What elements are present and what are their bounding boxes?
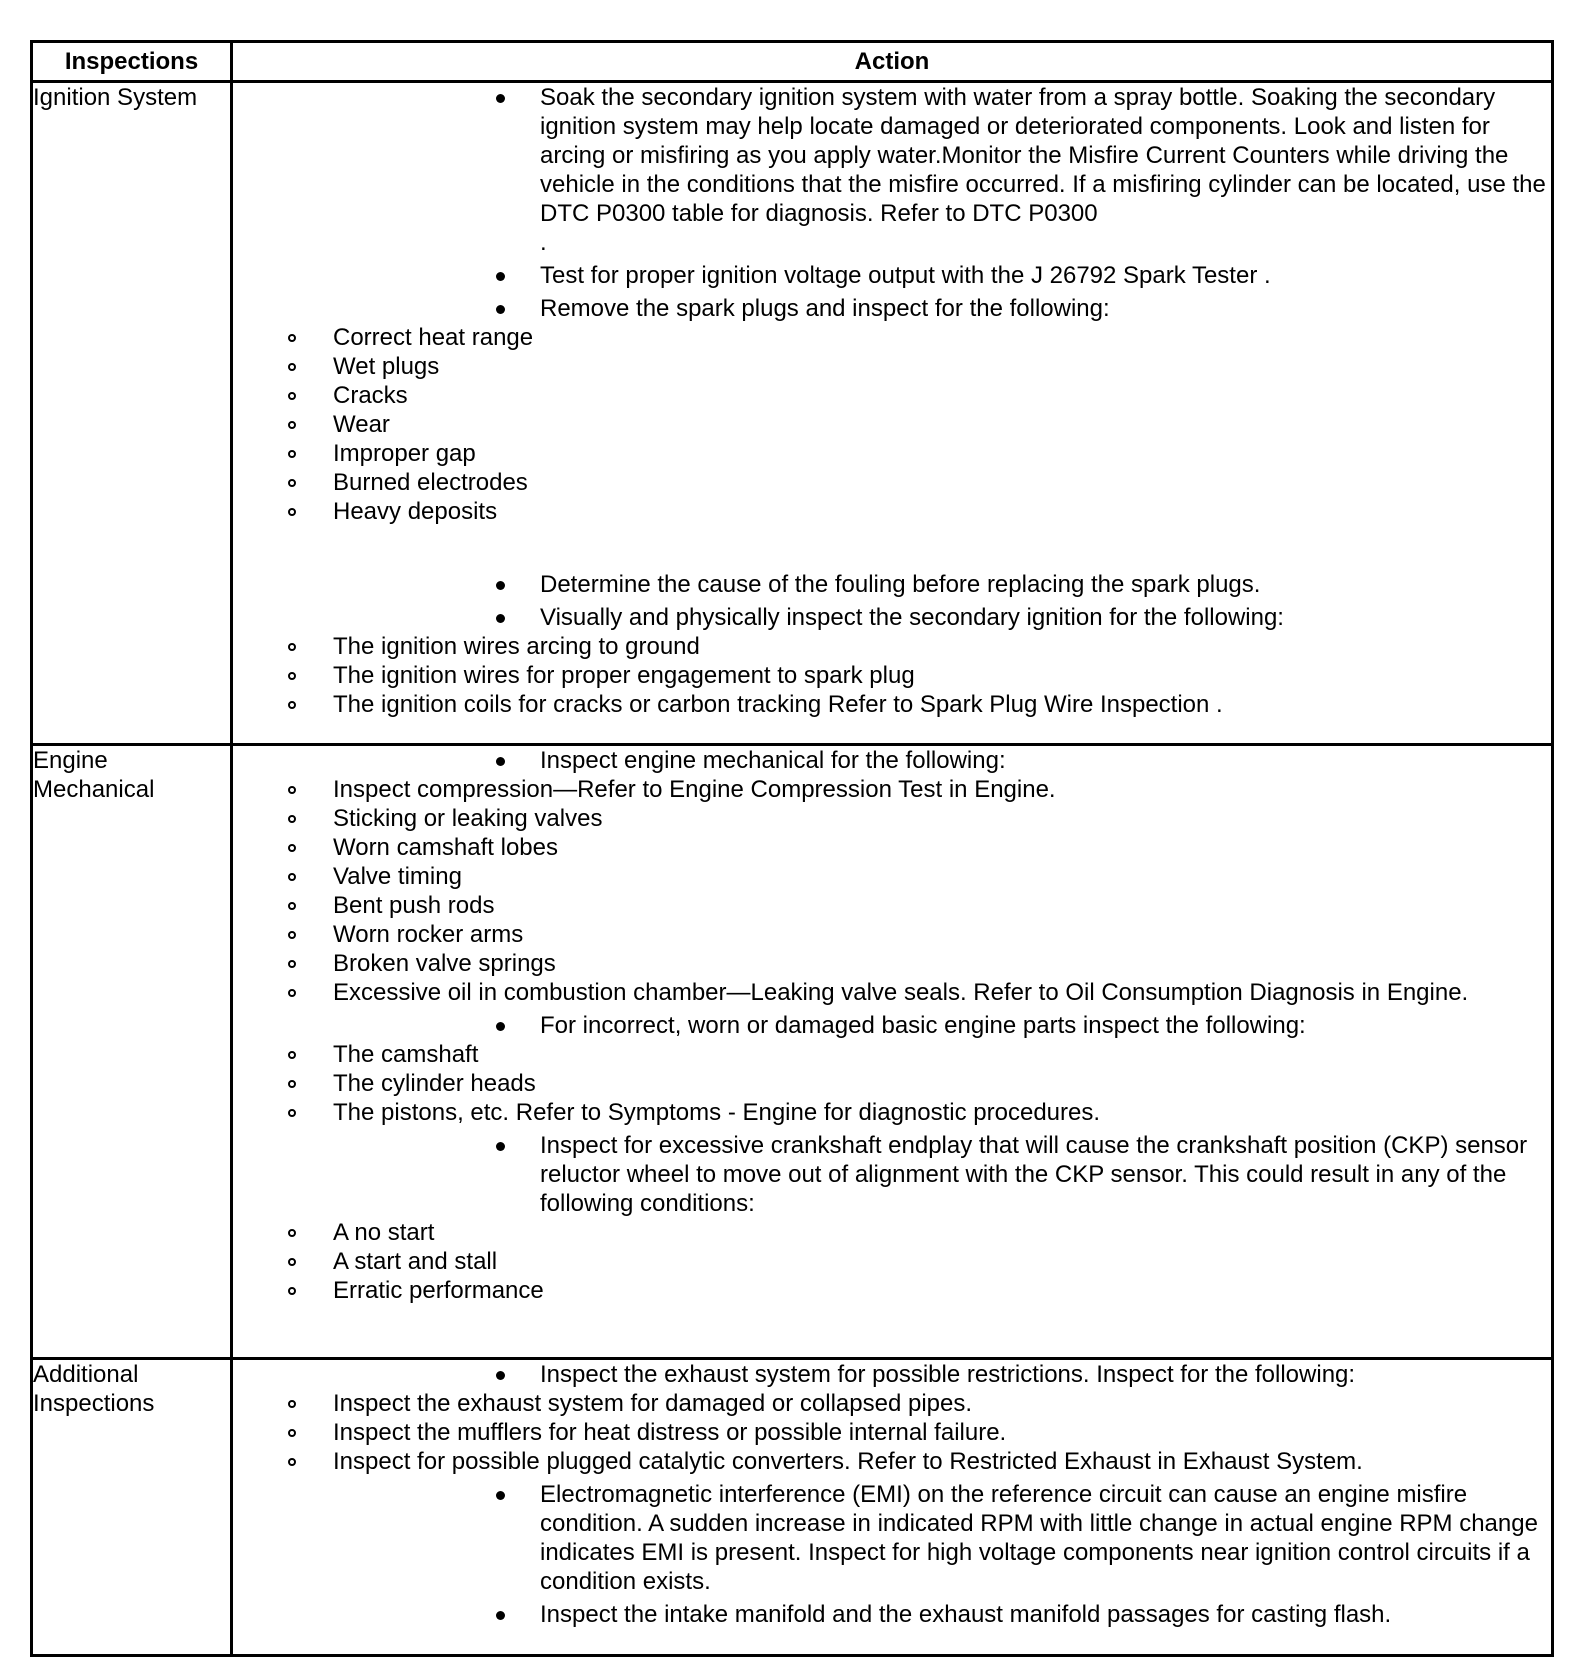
action-text: Visually and physically inspect the secondary ignition for the following:: [540, 604, 1284, 631]
bullet-icon: [496, 272, 505, 281]
inspection-label: Additional Inspections: [32, 1359, 232, 1656]
sub-item: Inspect compression—Refer to Engine Compression Test in Engine.: [233, 775, 1551, 804]
bullet-icon: [496, 581, 505, 590]
sub-item: Inspect the exhaust system for damaged or collapsed pipes.: [233, 1389, 1551, 1418]
action-cell: [232, 745, 1553, 1359]
sub-list: [233, 1389, 1551, 1476]
bullet-icon: [496, 1142, 505, 1151]
circle-bullet-icon: [288, 1051, 296, 1059]
sub-item: A start and stall: [233, 1247, 1551, 1276]
sub-item: A no start: [233, 1218, 1551, 1247]
sub-list: [233, 632, 1551, 719]
sub-item: Cracks: [233, 381, 1551, 410]
sub-item: The camshaft: [233, 1040, 1551, 1069]
sub-item: Worn rocker arms: [233, 920, 1551, 949]
inspection-label: Ignition System: [32, 82, 232, 745]
action-text: Soak the secondary ignition system with water from a spray bottle. Soaking the secondary ignition system may help locate damaged or deteriorated components. Look and listen for arcing or misfiring as you apply water.Monitor the Misfire Current Counters while driving the vehicle in the conditions that the misfire occurred. If a misfiring cylinder can be located, use the DTC P0300 table for diagnosis. Refer to DTC P0300: [540, 84, 1546, 227]
bullet-icon: [496, 305, 505, 314]
action-item: [233, 294, 1551, 526]
circle-bullet-icon: [288, 873, 296, 881]
table-row: [32, 82, 1553, 745]
table-row: [32, 745, 1553, 1359]
circle-bullet-icon: [288, 989, 296, 997]
action-item: [233, 1011, 1551, 1127]
circle-bullet-icon: [288, 1458, 296, 1466]
circle-bullet-icon: [288, 1429, 296, 1437]
action-text: Electromagnetic interference (EMI) on the reference circuit can cause an engine misfire condition. A sudden increase in indicated RPM with little change in actual engine RPM change indicates EMI is present. Inspect for high voltage components near ignition control circuits if a condition exists.: [540, 1481, 1538, 1595]
bullet-icon: [496, 614, 505, 623]
action-item: [233, 603, 1551, 719]
action-text: Inspect for excessive crankshaft endplay that will cause the crankshaft position (CKP) sensor reluctor wheel to move out of alignment with the CKP sensor. This could result in any of the following conditions:: [540, 1132, 1528, 1217]
circle-bullet-icon: [288, 1287, 296, 1295]
circle-bullet-icon: [288, 392, 296, 400]
sub-item: Worn camshaft lobes: [233, 833, 1551, 862]
action-text: Determine the cause of the fouling before replacing the spark plugs.: [540, 571, 1261, 598]
sub-item: Burned electrodes: [233, 468, 1551, 497]
sub-item: Heavy deposits: [233, 497, 1551, 526]
sub-item: Sticking or leaking valves: [233, 804, 1551, 833]
sub-item: The ignition coils for cracks or carbon tracking Refer to Spark Plug Wire Inspection .: [233, 690, 1551, 719]
circle-bullet-icon: [288, 1080, 296, 1088]
bullet-icon: [496, 94, 505, 103]
table-row: [32, 1359, 1553, 1656]
circle-bullet-icon: [288, 508, 296, 516]
circle-bullet-icon: [288, 334, 296, 342]
action-list: [233, 746, 1551, 1305]
action-item: [233, 746, 1551, 1007]
circle-bullet-icon: [288, 815, 296, 823]
circle-bullet-icon: [288, 960, 296, 968]
sub-list: [233, 775, 1551, 1007]
action-list: [233, 83, 1551, 719]
circle-bullet-icon: [288, 643, 296, 651]
sub-list: [233, 1218, 1551, 1305]
bullet-icon: [496, 757, 505, 766]
action-item: [233, 261, 1551, 290]
circle-bullet-icon: [288, 1109, 296, 1117]
bullet-icon: [496, 1491, 505, 1500]
header-row: [32, 42, 1553, 82]
sub-item: Excessive oil in combustion chamber—Leaking valve seals. Refer to Oil Consumption Diagnosis in Engine.: [233, 978, 1551, 1007]
sub-list: [233, 1040, 1551, 1127]
action-item: [233, 1131, 1551, 1305]
header-action: Action: [232, 42, 1553, 82]
sub-item: The ignition wires arcing to ground: [233, 632, 1551, 661]
sub-item: Inspect for possible plugged catalytic converters. Refer to Restricted Exhaust in Exhaust System.: [233, 1447, 1551, 1476]
action-text-trail: .: [540, 229, 547, 256]
circle-bullet-icon: [288, 931, 296, 939]
bullet-icon: [496, 1611, 505, 1620]
circle-bullet-icon: [288, 672, 296, 680]
sub-item: Wear: [233, 410, 1551, 439]
sub-item: Correct heat range: [233, 323, 1551, 352]
action-item: [233, 570, 1551, 599]
action-cell: [232, 1359, 1553, 1656]
action-cell: [232, 82, 1553, 745]
action-text: Test for proper ignition voltage output with the J 26792 Spark Tester .: [540, 262, 1271, 289]
circle-bullet-icon: [288, 902, 296, 910]
bullet-icon: [496, 1371, 505, 1380]
action-text: Inspect engine mechanical for the following:: [540, 747, 1006, 774]
sub-item: Erratic performance: [233, 1276, 1551, 1305]
sub-list: [233, 323, 1551, 526]
action-item: [233, 83, 1551, 257]
circle-bullet-icon: [288, 786, 296, 794]
inspection-table: [30, 40, 1554, 1657]
header-inspections: Inspections: [32, 42, 232, 82]
circle-bullet-icon: [288, 1400, 296, 1408]
bullet-icon: [496, 1022, 505, 1031]
action-text: For incorrect, worn or damaged basic engine parts inspect the following:: [540, 1012, 1306, 1039]
circle-bullet-icon: [288, 479, 296, 487]
action-item: [233, 1360, 1551, 1476]
sub-item: Valve timing: [233, 862, 1551, 891]
sub-item: The cylinder heads: [233, 1069, 1551, 1098]
sub-item: Inspect the mufflers for heat distress or possible internal failure.: [233, 1418, 1551, 1447]
sub-item: Improper gap: [233, 439, 1551, 468]
circle-bullet-icon: [288, 363, 296, 371]
circle-bullet-icon: [288, 844, 296, 852]
sub-item: The ignition wires for proper engagement to spark plug: [233, 661, 1551, 690]
action-text: Inspect the exhaust system for possible restrictions. Inspect for the following:: [540, 1361, 1356, 1388]
sub-item: Wet plugs: [233, 352, 1551, 381]
circle-bullet-icon: [288, 701, 296, 709]
sub-item: Bent push rods: [233, 891, 1551, 920]
circle-bullet-icon: [288, 421, 296, 429]
action-item: [233, 1480, 1551, 1596]
action-text: Remove the spark plugs and inspect for the following:: [540, 295, 1110, 322]
circle-bullet-icon: [288, 450, 296, 458]
action-text: Inspect the intake manifold and the exhaust manifold passages for casting flash.: [540, 1601, 1392, 1628]
circle-bullet-icon: [288, 1258, 296, 1266]
sub-item: The pistons, etc. Refer to Symptoms - Engine for diagnostic procedures.: [233, 1098, 1551, 1127]
circle-bullet-icon: [288, 1229, 296, 1237]
action-list: [233, 1360, 1551, 1629]
action-item: [233, 1600, 1551, 1629]
sub-item: Broken valve springs: [233, 949, 1551, 978]
inspection-label: Engine Mechanical: [32, 745, 232, 1359]
